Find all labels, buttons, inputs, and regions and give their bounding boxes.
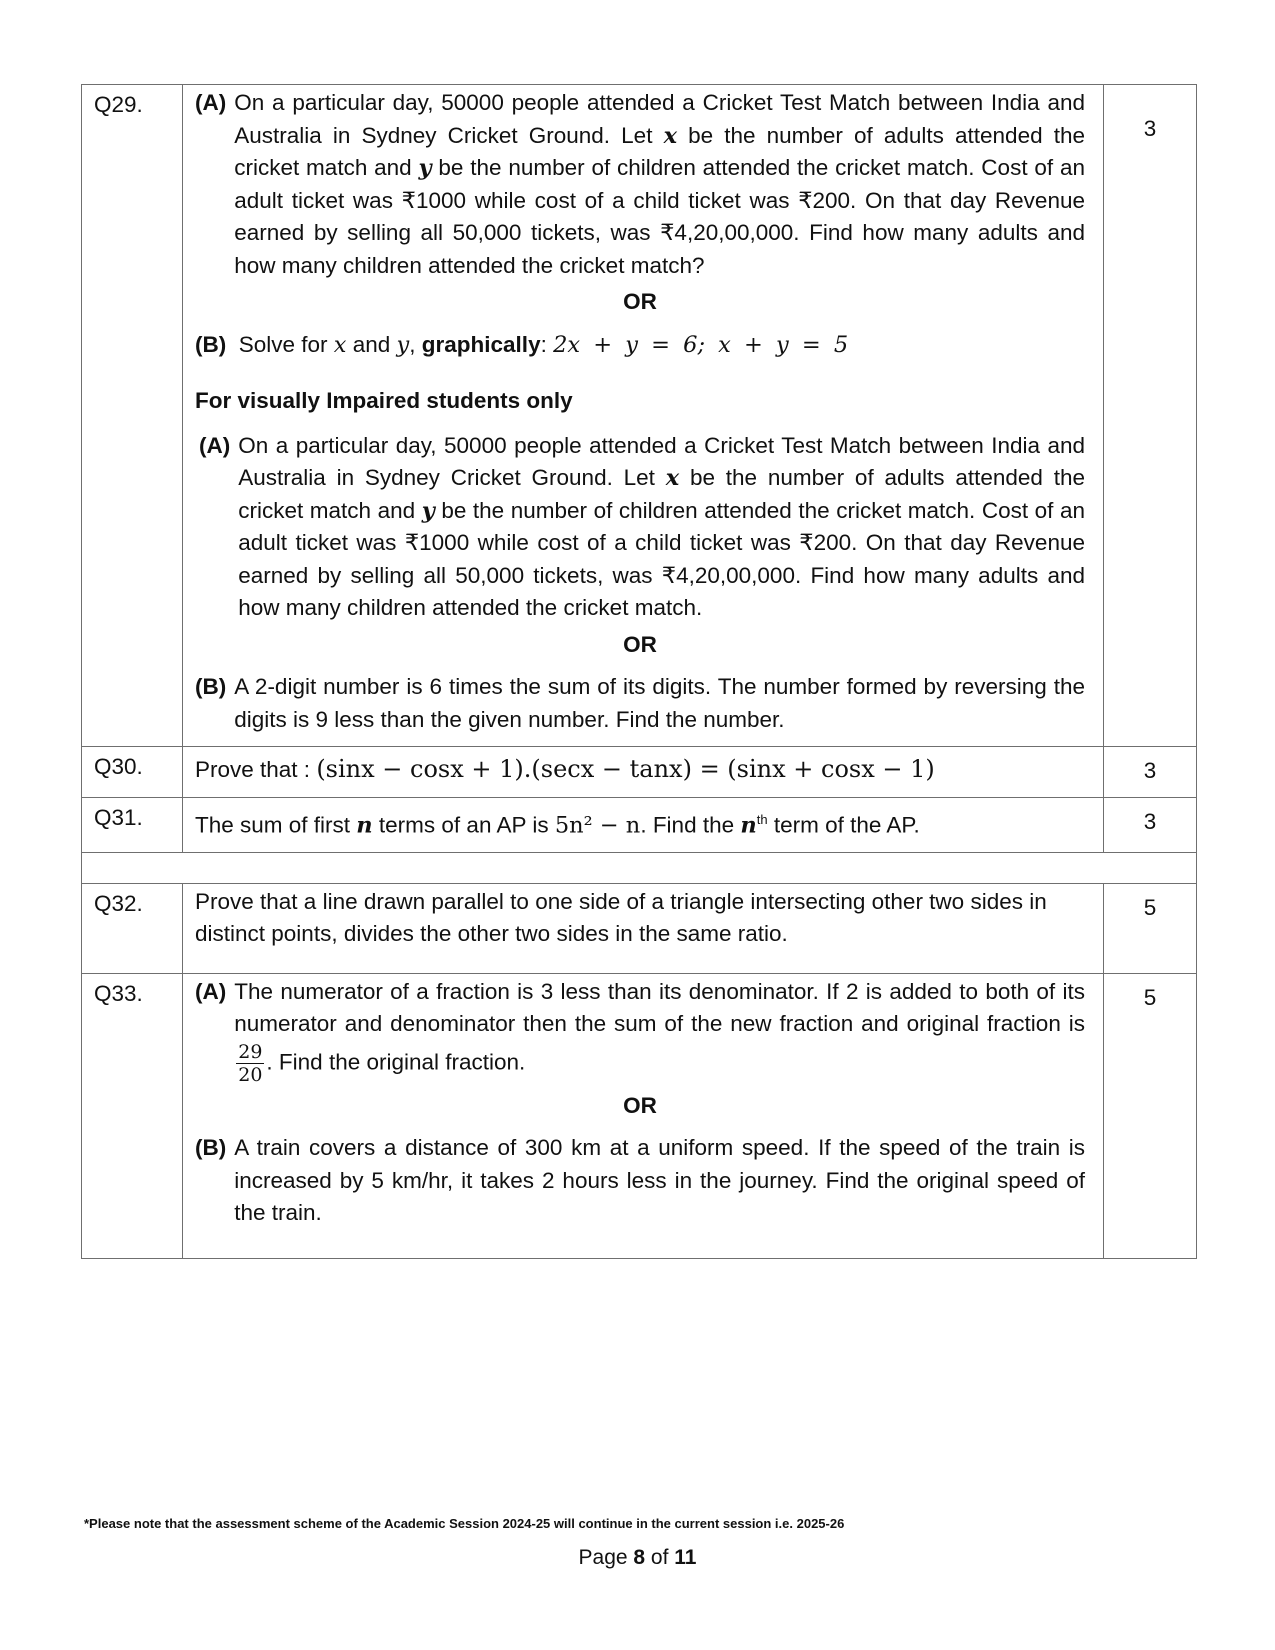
page-prefix: Page [578,1546,634,1569]
question-text: be the number of adults attended the cricket match and [234,122,1085,180]
question-body [183,85,1104,747]
question-text: , [409,331,422,357]
math-equation: 2x + y = 6; x + y = 5 [553,331,849,358]
question-number: Q30. [82,747,183,798]
question-text: be the number of children attended the cricket match. Cost of an adult ticket was ₹1000 while cost of a child ticket was ₹200. On that day Revenue earned by selling all 50,000 tickets, was ₹4,20,00,000. Find how many adults and how many children attended the cricket match. [238,497,1085,620]
question-table [81,84,1197,1259]
q29-option-a [195,87,1085,282]
question-body [183,883,1104,973]
footer-note: *Please note that the assessment scheme of the Academic Session 2024-25 will continue in the current session i.e. 2025-26 [84,1516,845,1531]
question-text: A train covers a distance of 300 km at a uniform speed. If the speed of the train is increased by 5 km/hr, it takes 2 hours less in the journey. Find the original speed of the train. [234,1135,1085,1225]
section-header [82,852,1197,883]
question-text: . Find the original fraction. [266,1048,526,1074]
question-text: On a particular day, 50000 people attended a Cricket Test Match between India and Australia in Sydney Cricket Ground. Let [234,90,1085,148]
emphasis-text: graphically [421,331,541,357]
question-row-q31 [82,797,1197,852]
option-label: (A) [195,978,227,1004]
option-label: (A) [195,90,227,115]
question-text: . Find the [640,812,741,837]
question-body [183,973,1104,1258]
question-row-q33 [82,973,1197,1258]
question-number: Q32. [82,883,183,973]
question-number: Q33. [82,973,183,1258]
marks: 3 [1104,797,1197,852]
marks: 5 [1104,973,1197,1258]
marks: 3 [1104,85,1197,747]
question-text: Prove that a line drawn parallel to one side of a triangle intersecting other two sides in distinct points, divides the other two sides in the same ratio. [195,888,1047,946]
question-text: terms of an AP is [372,812,555,837]
q29-vi-option-b [195,671,1085,736]
option-label: (B) [195,674,227,699]
q29-option-b [195,329,1085,362]
q33-option-a [195,976,1085,1086]
superscript: th [756,811,768,827]
q29-vi-option-a [195,430,1085,625]
question-text: Solve for [238,331,334,357]
question-row-q30 [82,747,1197,798]
fraction-numerator: 29 [238,1040,263,1063]
page-mid: of [645,1546,675,1569]
fraction [236,1041,264,1086]
marks: 5 [1104,883,1197,973]
math-variable: x [665,465,680,491]
fraction-denominator: 20 [238,1063,263,1086]
page-current: 8 [633,1546,646,1569]
math-equation: (sinx − cosx + 1).(secx − tanx) = (sinx + cosx − 1) [316,755,935,783]
section-header-row [82,852,1197,883]
option-label: (A) [199,432,231,458]
question-text: Prove that : [195,757,317,782]
marks: 3 [1104,747,1197,798]
question-body [183,747,1104,798]
question-row-q32 [82,883,1197,973]
math-variable: x [663,122,677,149]
page-total: 11 [674,1546,697,1569]
page-number [0,1546,1275,1570]
or-separator: OR [623,1092,657,1118]
question-text: On a particular day, 50000 people attended a Cricket Test Match between India and Australia in Sydney Cricket Ground. Let [238,432,1085,490]
math-variable: x [333,331,347,358]
question-text: The sum of first [195,812,357,837]
question-text: The numerator of a fraction is 3 less than its denominator. If 2 is added to both of its numerator and denominator then the sum of the new fraction and original fraction is [234,978,1085,1036]
question-text: and [346,331,397,357]
option-label: (B) [195,331,227,357]
question-number: Q29. [82,85,183,747]
question-text: be the number of children attended the cricket match. Cost of an adult ticket was ₹1000 while cost of a child ticket was ₹200. On that day Revenue earned by selling all 50,000 tickets, was ₹4,20,00,000. Find how many adults and how many children attended the cricket match? [234,155,1085,278]
option-label: (B) [195,1135,227,1160]
q33-option-b [195,1132,1085,1230]
math-expression: 5n² − n [554,812,641,838]
question-text: : [540,331,554,357]
math-variable: n [740,812,757,838]
math-variable: y [418,155,432,181]
question-row-q29 [82,85,1197,747]
question-number: Q31. [82,797,183,852]
question-text: term of the AP. [767,812,920,837]
visually-impaired-heading: For visually Impaired students only [195,388,573,413]
math-variable: y [396,331,410,358]
question-text: be the number of adults attended the cricket match and [238,465,1085,523]
math-variable: n [356,812,373,838]
or-separator: OR [623,631,657,657]
math-variable: y [421,497,435,524]
or-separator: OR [623,289,657,314]
question-body [183,797,1104,852]
question-text: A 2-digit number is 6 times the sum of its digits. The number formed by reversing the digits is 9 less than the given number. Find the number. [234,674,1085,732]
